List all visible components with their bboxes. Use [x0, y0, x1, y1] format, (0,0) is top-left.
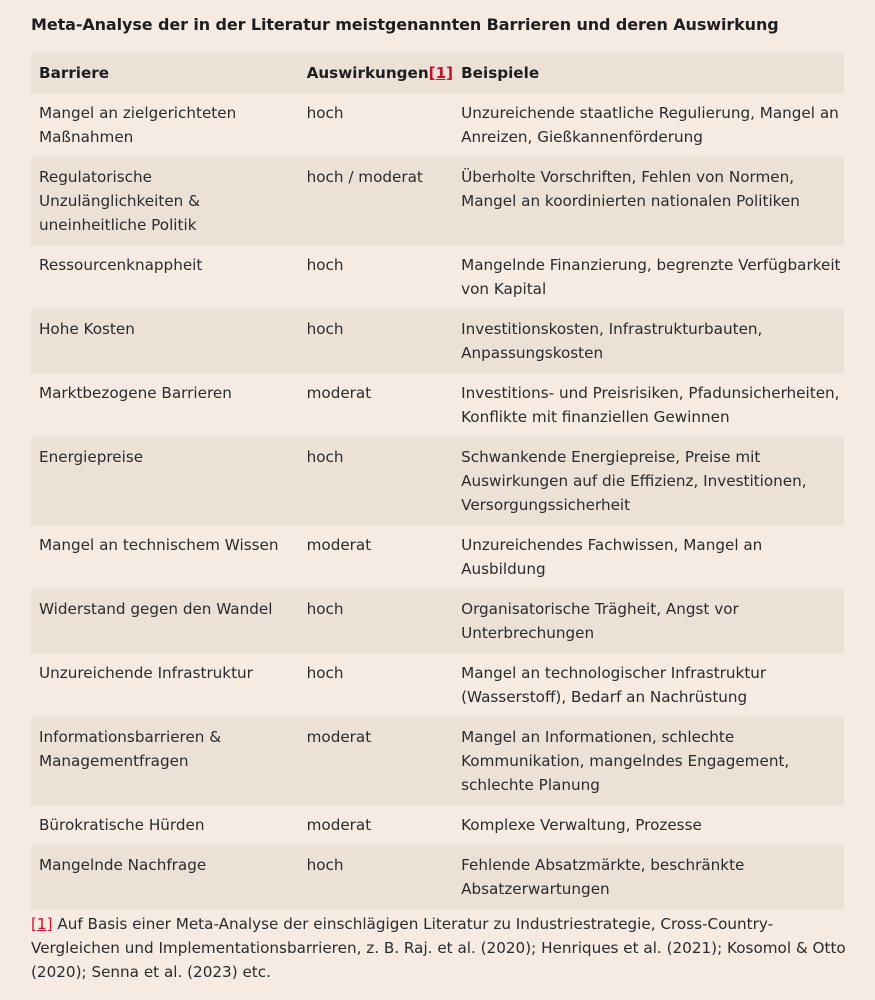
cell-barriere: Ressourcenknappheit	[39, 256, 203, 274]
cell-barriere: Energiepreise	[39, 448, 144, 466]
cell-barriere: Mangelnde Nachfrage	[39, 856, 207, 874]
cell-beispiele: Unzureichende staatliche Regulierung, Mangel an Anreizen, Gießkannenförderung	[461, 104, 839, 146]
cell-barriere: Unzureichende Infrastruktur	[39, 664, 253, 682]
footnote	[31, 912, 846, 984]
cell-auswirkung: moderat	[306, 536, 372, 554]
table-row	[31, 157, 844, 245]
table-row	[31, 525, 844, 589]
cell-beispiele: Investitionskosten, Infrastrukturbauten, Anpassungskosten	[461, 320, 763, 362]
footnote-anchor-link[interactable]: [1]	[31, 915, 53, 933]
cell-beispiele: Unzureichendes Fachwissen, Mangel an Ausbildung	[461, 536, 763, 578]
table-row	[31, 845, 844, 909]
cell-barriere: Mangel an zielgerichteten Maßnahmen	[39, 104, 237, 146]
cell-barriere: Informationsbarrieren & Managementfragen	[39, 728, 222, 770]
cell-auswirkung: hoch	[306, 600, 344, 618]
table-title: Meta-Analyse der in der Literatur meistgenannten Barrieren und deren Auswirkung	[31, 15, 779, 34]
table-header-row	[31, 53, 844, 93]
header-auswirkungen-label: Auswirkungen	[306, 64, 429, 82]
barriers-table	[31, 53, 844, 909]
cell-barriere: Bürokratische Hürden	[39, 816, 205, 834]
header-beispiele: Beispiele	[461, 64, 540, 82]
cell-auswirkung: hoch / moderat	[306, 168, 423, 186]
cell-beispiele: Investitions- und Preisrisiken, Pfadunsicherheiten, Konflikte mit finanziellen Gewinnen	[461, 384, 840, 426]
footnote-text: Auf Basis einer Meta-Analyse der einschlägigen Literatur zu Industriestrategie, Cross-Country-Vergleichen und Implementationsbarrieren, z. B. Raj. et al. (2020); Henriques et al. (2021); Kosomol & Otto (2020); Senna et al. (2023) etc.	[31, 915, 846, 981]
cell-beispiele: Mangel an technologischer Infrastruktur (Wasserstoff), Bedarf an Nachrüstung	[461, 664, 767, 706]
cell-auswirkung: hoch	[306, 448, 344, 466]
cell-beispiele: Organisatorische Trägheit, Angst vor Unterbrechungen	[461, 600, 739, 642]
cell-beispiele: Schwankende Energiepreise, Preise mit Auswirkungen auf die Effizienz, Investitionen, Versorgungssicherheit	[461, 448, 807, 514]
cell-beispiele: Mangelnde Finanzierung, begrenzte Verfügbarkeit von Kapital	[461, 256, 841, 298]
cell-auswirkung: hoch	[306, 856, 344, 874]
header-barriere: Barriere	[39, 64, 110, 82]
cell-auswirkung: hoch	[306, 104, 344, 122]
cell-beispiele: Fehlende Absatzmärkte, beschränkte Absatzerwartungen	[461, 856, 745, 898]
cell-auswirkung: moderat	[306, 728, 372, 746]
cell-barriere: Widerstand gegen den Wandel	[39, 600, 273, 618]
cell-auswirkung: moderat	[306, 816, 372, 834]
table-row	[31, 437, 844, 525]
header-auswirkungen	[299, 53, 454, 93]
table-row	[31, 93, 844, 157]
cell-auswirkung: hoch	[306, 256, 344, 274]
table-row	[31, 805, 844, 845]
cell-barriere: Mangel an technischem Wissen	[39, 536, 279, 554]
cell-barriere: Regulatorische Unzulänglichkeiten & uneinheitliche Politik	[39, 168, 200, 234]
table-row	[31, 373, 844, 437]
table-row	[31, 717, 844, 805]
cell-barriere: Marktbezogene Barrieren	[39, 384, 232, 402]
table-row	[31, 589, 844, 653]
cell-barriere: Hohe Kosten	[39, 320, 135, 338]
table-row	[31, 309, 844, 373]
footnote-ref-link[interactable]: [1]	[428, 64, 454, 82]
cell-auswirkung: moderat	[306, 384, 372, 402]
cell-beispiele: Überholte Vorschriften, Fehlen von Normen, Mangel an koordinierten nationalen Politiken	[461, 168, 800, 210]
cell-auswirkung: hoch	[306, 320, 344, 338]
cell-beispiele: Komplexe Verwaltung, Prozesse	[461, 816, 702, 834]
cell-auswirkung: hoch	[306, 664, 344, 682]
table-row	[31, 245, 844, 309]
table-row	[31, 653, 844, 717]
cell-beispiele: Mangel an Informationen, schlechte Kommunikation, mangelndes Engagement, schlechte Planung	[461, 728, 790, 794]
